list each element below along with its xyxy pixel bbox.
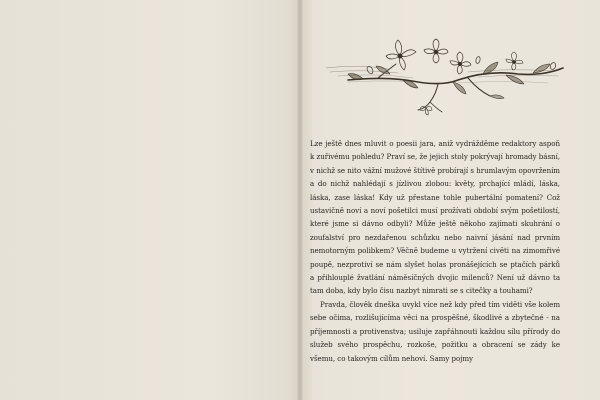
paragraph: Lze ještě dnes mluvit o poesii jara, aniž vydrážděme redaktory aspoň k zuřivému pohledu? Praví se, že jejich stoly pokrývají hromady básní, v nichž se nito vážní mužové štítivě probírají s hrumlavým opovržením a do nichž nahlédají s jízlivou zlobou: květy, prchající mládí, láska, láska, zase láska! Kdy už přestane tohle pubertální pomatení? Což ustavičně noví a noví pošetilci musí prožívati období svým pošetilostí, které jsme si dávno odbyli? Může ještě někoho zajímati skuhrání o zoufalství pro nezdařenou schůzku nebo naivní jásání nad prvním nemotorným polibkem? Věčně budeme u vytržení civěti na zimomřivé poupě, nezprotiví se nám slyšet holas pronášejících se ptačích párků a přihlouplé žvatlání náměsíčných dvojic milenců? Není už dávno ta tam doba, kdy bylo čisu nazbyt nimrati se s citečky a touhami? <box>310 139 560 296</box>
book-gutter <box>297 0 303 400</box>
body-text <box>310 137 560 365</box>
flowering-branch-icon <box>318 38 568 118</box>
paragraph: Pravda, člověk dneška uvykl více než kdy před tím viděti vše kolem sebe očima, rozlišujícíma věci na prospěšné, škodlivé a zbytečné - na příjemnosti a protivenstva; usiluje zapřáhnouti každou sílu přírody do služeb svého prospěchu, rozkoše, požitku a obracení se zády ke všemu, co takovým cílům nehoví. Samy pojmy <box>310 299 560 363</box>
